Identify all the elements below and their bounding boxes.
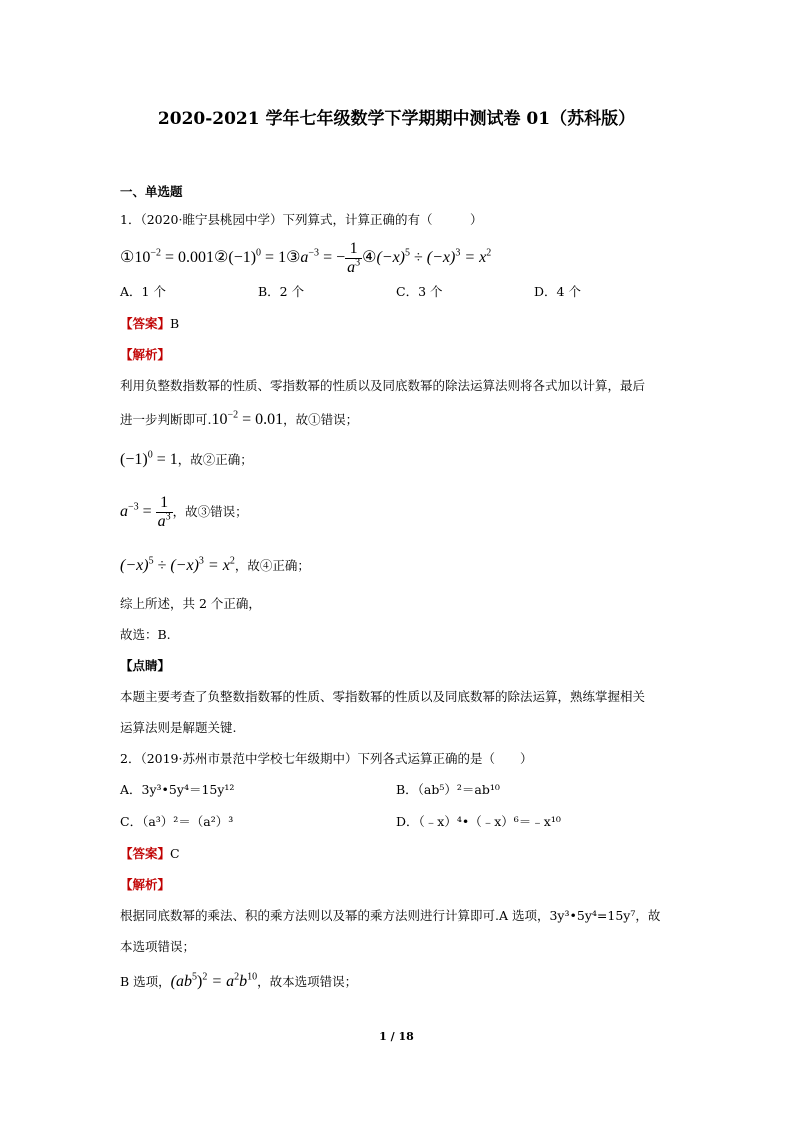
- q2-analysis-line2: 本选项错误；: [120, 939, 196, 954]
- fraction: $\frac{1}{a^3}$: [347, 240, 361, 276]
- q1-step2: $(-1)^0 = 1$，故②正确；: [120, 449, 253, 468]
- q1-comment-line1: 本题主要考查了负整数指数幂的性质、零指数幂的性质以及同底数幂的除法运算，熟练掌握相关: [120, 689, 646, 704]
- q1-summary: 综上所述，共 2 个正确，: [120, 596, 261, 611]
- q1-step3: $a^{-3}$ = $\frac{1}{a^3}$ ，故③错误；: [120, 494, 248, 530]
- q1-analysis-line2: 进一步判断即可$.10^{-2} = 0.01$，故①错误；: [120, 409, 359, 428]
- page-number: 1 / 18: [379, 1030, 414, 1043]
- q2-answer: 【答案】C: [120, 846, 180, 861]
- q2-analysis-line1: 根据同底数幂的乘法、积的乘方法则以及幂的乘方法则进行计算即可.A 选项，3y³•5y⁴=15y⁷，故: [120, 908, 661, 923]
- q1-option-b: B．2 个: [258, 284, 305, 299]
- q1-formula: $①10^{-2}$ = $0.001②(-1)^0$ = $1③a^{-3}$ = − $\frac{1}{a^3}$ $④(-x)^5 \div (-x)^3 = x^2$: [120, 240, 492, 276]
- q1-comment-line2: 运算法则是解题关键.: [120, 720, 237, 735]
- section-heading: 一、单选题: [120, 184, 183, 199]
- q1-step4: $(-x)^5 \div (-x)^3 = x^2$，故④正确；: [120, 555, 310, 574]
- q2-option-b: B．（ab⁵）²＝ab¹⁰: [396, 782, 500, 797]
- q1-analysis-label: 【解析】: [120, 347, 171, 362]
- q1-comment-label: 【点睛】: [120, 658, 171, 673]
- q2-stem: 2．（2019·苏州市景范中学校七年级期中）下列各式运算正确的是（ ）: [120, 751, 533, 766]
- q1-choice: 故选：B.: [120, 627, 171, 642]
- q1-answer: 【答案】B: [120, 316, 180, 331]
- q2-option-a: A．3y³•5y⁴＝15y¹²: [120, 782, 235, 797]
- q2-option-c: C．（a³）²＝（a²）³: [120, 814, 234, 829]
- circled-1: ①: [120, 248, 135, 266]
- q2-option-d: D．（﹣x）⁴•（﹣x）⁶＝﹣x¹⁰: [396, 814, 561, 829]
- page-title: 2020-2021 学年七年级数学下学期期中测试卷 01（苏科版）: [157, 109, 636, 129]
- q2-analysis-label: 【解析】: [120, 877, 171, 892]
- q2-option-b-explanation: B 选项，$(ab^5)^2 = a^2b^{10}$，故本选项错误；: [120, 971, 358, 990]
- fraction: $\frac{1}{a^3}$: [157, 494, 171, 530]
- q1-option-c: C．3 个: [396, 284, 443, 299]
- circled-4: ④: [362, 248, 377, 266]
- q1-option-d: D．4 个: [534, 284, 581, 299]
- q1-option-a: A．1 个: [120, 284, 166, 299]
- q1-stem: 1．（2020·睢宁县桃园中学）下列算式，计算正确的有（ ）: [120, 212, 483, 227]
- circled-2: ②: [214, 248, 229, 266]
- q1-analysis-line1: 利用负整数指数幂的性质、零指数幂的性质以及同底数幂的除法运算法则将各式加以计算，最后: [120, 378, 646, 393]
- circled-3: ③: [286, 248, 301, 266]
